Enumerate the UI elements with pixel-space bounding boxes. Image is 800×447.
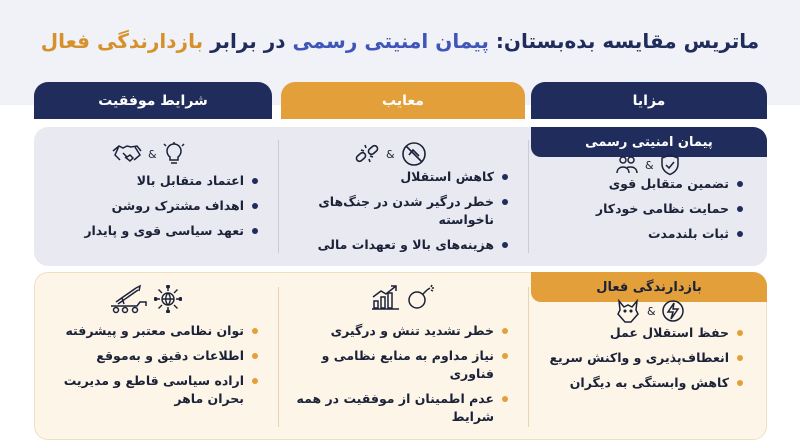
list-item: توان نظامی معتبر و پیشرفته: [60, 322, 260, 340]
ampersand: &: [386, 147, 395, 161]
list-item: تضمین متقابل قوی: [540, 175, 745, 193]
formal-disadvantages-list: [292, 168, 510, 261]
list-item: اراده سیاسی قاطع و مدیریت بحران ماهر: [60, 372, 260, 408]
active-advantages-list: [540, 324, 745, 399]
active-conditions-icons: [108, 285, 182, 313]
list-item: هزینه‌های بالا و تعهدات مالی: [292, 236, 510, 254]
formal-disadvantages-icons: [354, 140, 427, 168]
bomb-icon: [406, 284, 436, 310]
title-part-1: ماتریس مقایسه بده‌بستان:: [495, 29, 760, 53]
formal-conditions-icons: [112, 140, 185, 168]
title-part-3: در برابر: [210, 29, 286, 53]
missile-launcher-icon: [108, 284, 148, 314]
active-divider-left: [278, 287, 279, 427]
list-item: عدم اطمینان از موفقیت در همه شرایط: [292, 390, 510, 426]
page-title: [20, 26, 780, 56]
ampersand: &: [645, 158, 654, 172]
list-item: حفظ استقلال عمل: [540, 324, 745, 342]
list-item: اعتماد متقابل بالا: [60, 172, 260, 190]
formal-divider-left: [278, 140, 279, 253]
prohibited-icon: [401, 141, 427, 167]
header-advantages: مزایا: [531, 82, 767, 119]
handshake-icon: [112, 143, 142, 165]
formal-divider-right: [528, 140, 529, 253]
rising-chart-icon: [370, 284, 400, 310]
formal-conditions-list: [60, 172, 260, 247]
active-divider-right: [528, 287, 529, 427]
list-item: کاهش وابستگی به دیگران: [540, 374, 745, 392]
list-item: انعطاف‌پذیری و واکنش سریع: [540, 349, 745, 367]
list-item: خطر درگیر شدن در جنگ‌های ناخواسته: [292, 193, 510, 229]
active-deterrence-tag: بازدارندگی فعال: [531, 272, 767, 302]
active-disadvantages-list: [292, 322, 510, 433]
ampersand: &: [647, 304, 656, 318]
formal-pact-tag: پیمان امنیتی رسمی: [531, 127, 767, 157]
list-item: کاهش استقلال: [292, 168, 510, 186]
network-globe-icon: [154, 285, 182, 313]
active-advantages-icons: [615, 297, 684, 325]
list-item: نیاز مداوم به منابع نظامی و فناوری: [292, 347, 510, 383]
active-disadvantages-icons: [370, 283, 436, 311]
list-item: اطلاعات دقیق و به‌موقع: [60, 347, 260, 365]
list-item: تعهد سیاسی قوی و پایدار: [60, 222, 260, 240]
list-item: حمایت نظامی خودکار: [540, 200, 745, 218]
list-item: اهداف مشترک روشن: [60, 197, 260, 215]
wolf-icon: [615, 299, 641, 323]
list-item: ثبات بلندمدت: [540, 225, 745, 243]
active-conditions-list: [60, 322, 260, 415]
ampersand: &: [148, 147, 157, 161]
formal-advantages-list: [540, 175, 745, 250]
lightbulb-icon: [163, 142, 185, 166]
broken-chain-icon: [354, 142, 380, 166]
header-conditions: شرایط موفقیت: [34, 82, 272, 119]
title-part-4: بازدارندگی فعال: [40, 29, 204, 53]
list-item: خطر تشدید تنش و درگیری: [292, 322, 510, 340]
lightning-icon: [662, 300, 684, 322]
shield-check-icon: [660, 154, 680, 176]
people-icon: [615, 154, 639, 176]
header-disadvantages: معایب: [281, 82, 525, 119]
title-part-2: پیمان امنیتی رسمی: [292, 29, 489, 53]
